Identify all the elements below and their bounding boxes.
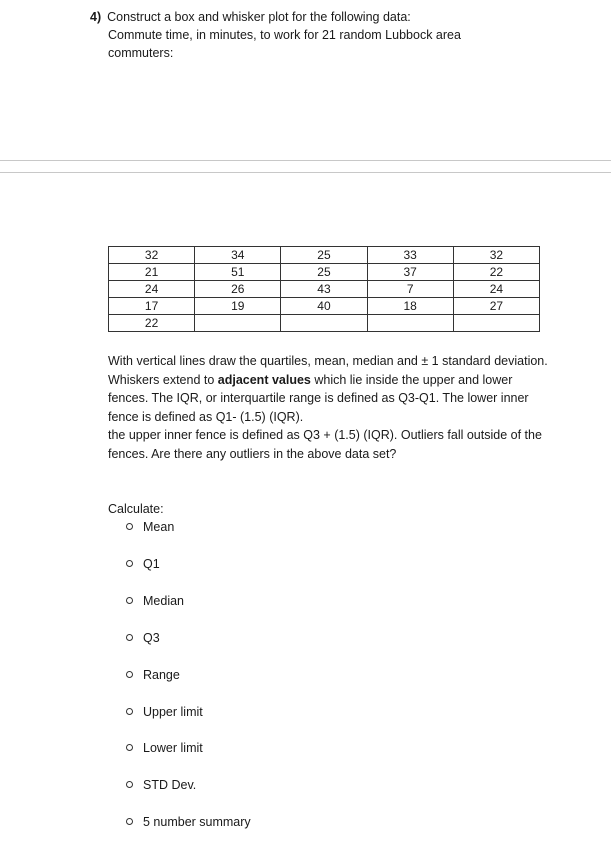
list-item-label: Upper limit: [143, 705, 203, 719]
table-cell: 33: [367, 247, 453, 264]
list-item: [126, 776, 196, 794]
bullet-icon: [126, 781, 133, 788]
table-cell: [195, 315, 281, 332]
instruction-emphasis: adjacent values: [217, 372, 311, 387]
list-item-label: 5 number summary: [143, 815, 251, 829]
table-cell: 43: [281, 281, 367, 298]
table-cell: 7: [367, 281, 453, 298]
instruction-text: which lie inside the upper and lower fences. The IQR, or interquartile range is defined as Q3-Q1. The lower inner fence is defined as Q1- (1.5) (IQR).: [108, 372, 529, 424]
question-header: [90, 8, 570, 62]
table-cell: [367, 315, 453, 332]
table-row: [109, 315, 540, 332]
bullet-icon: [126, 744, 133, 751]
table-cell: 32: [453, 247, 539, 264]
commute-data-table: [108, 246, 540, 332]
table-row: [109, 264, 540, 281]
list-item-label: Median: [143, 594, 184, 608]
list-item-label: STD Dev.: [143, 778, 197, 792]
bullet-icon: [126, 523, 133, 530]
list-item-label: Lower limit: [143, 741, 203, 755]
bullet-icon: [126, 634, 133, 641]
question-prompt: Construct a box and whisker plot for the following data:: [107, 10, 411, 24]
page-break-line: [0, 160, 611, 161]
table-row: [109, 281, 540, 298]
list-item: [126, 703, 203, 721]
question-line-1: [90, 8, 570, 26]
table-cell: 22: [453, 264, 539, 281]
instructions-block: [108, 352, 548, 463]
page-break-line: [0, 172, 611, 173]
bullet-icon: [126, 597, 133, 604]
list-item: [126, 518, 174, 536]
instruction-paragraph: [108, 371, 548, 427]
table-cell: 51: [195, 264, 281, 281]
instruction-paragraph: With vertical lines draw the quartiles, mean, median and ± 1 standard deviation.: [108, 354, 548, 368]
list-item: [126, 739, 203, 757]
list-item: [126, 629, 160, 647]
question-line-3: commuters:: [108, 46, 174, 60]
list-item-label: Q3: [143, 631, 160, 645]
table-cell: 18: [367, 298, 453, 315]
table-row: [109, 298, 540, 315]
calculate-title: Calculate:: [108, 502, 164, 516]
table-cell: 19: [195, 298, 281, 315]
table-cell: 27: [453, 298, 539, 315]
bullet-icon: [126, 560, 133, 567]
list-item: [126, 813, 251, 831]
question-number: 4): [90, 10, 102, 24]
instruction-text: Whiskers extend to: [108, 372, 218, 387]
list-item: [126, 592, 184, 610]
question-line-2: Commute time, in minutes, to work for 21 random Lubbock area: [108, 28, 461, 42]
bullet-icon: [126, 708, 133, 715]
table-cell: 25: [281, 264, 367, 281]
table-row: [109, 247, 540, 264]
list-item-label: Q1: [143, 557, 160, 571]
bullet-icon: [126, 671, 133, 678]
table-cell: 24: [453, 281, 539, 298]
bullet-icon: [126, 818, 133, 825]
table-cell: [281, 315, 367, 332]
table-cell: 24: [109, 281, 195, 298]
table-cell: 22: [109, 315, 195, 332]
table-cell: 40: [281, 298, 367, 315]
table-cell: 25: [281, 247, 367, 264]
table-cell: 34: [195, 247, 281, 264]
table-cell: 26: [195, 281, 281, 298]
list-item-label: Range: [143, 668, 180, 682]
table-cell: 17: [109, 298, 195, 315]
table-cell: 37: [367, 264, 453, 281]
instruction-paragraph: the upper inner fence is defined as Q3 + (1.5) (IQR). Outliers fall outside of the fences. Are there any outliers in the above data set?: [108, 428, 542, 461]
list-item: [126, 555, 160, 573]
table-cell: 32: [109, 247, 195, 264]
list-item: [126, 666, 180, 684]
table-cell: [453, 315, 539, 332]
list-item-label: Mean: [143, 520, 175, 534]
table-cell: 21: [109, 264, 195, 281]
